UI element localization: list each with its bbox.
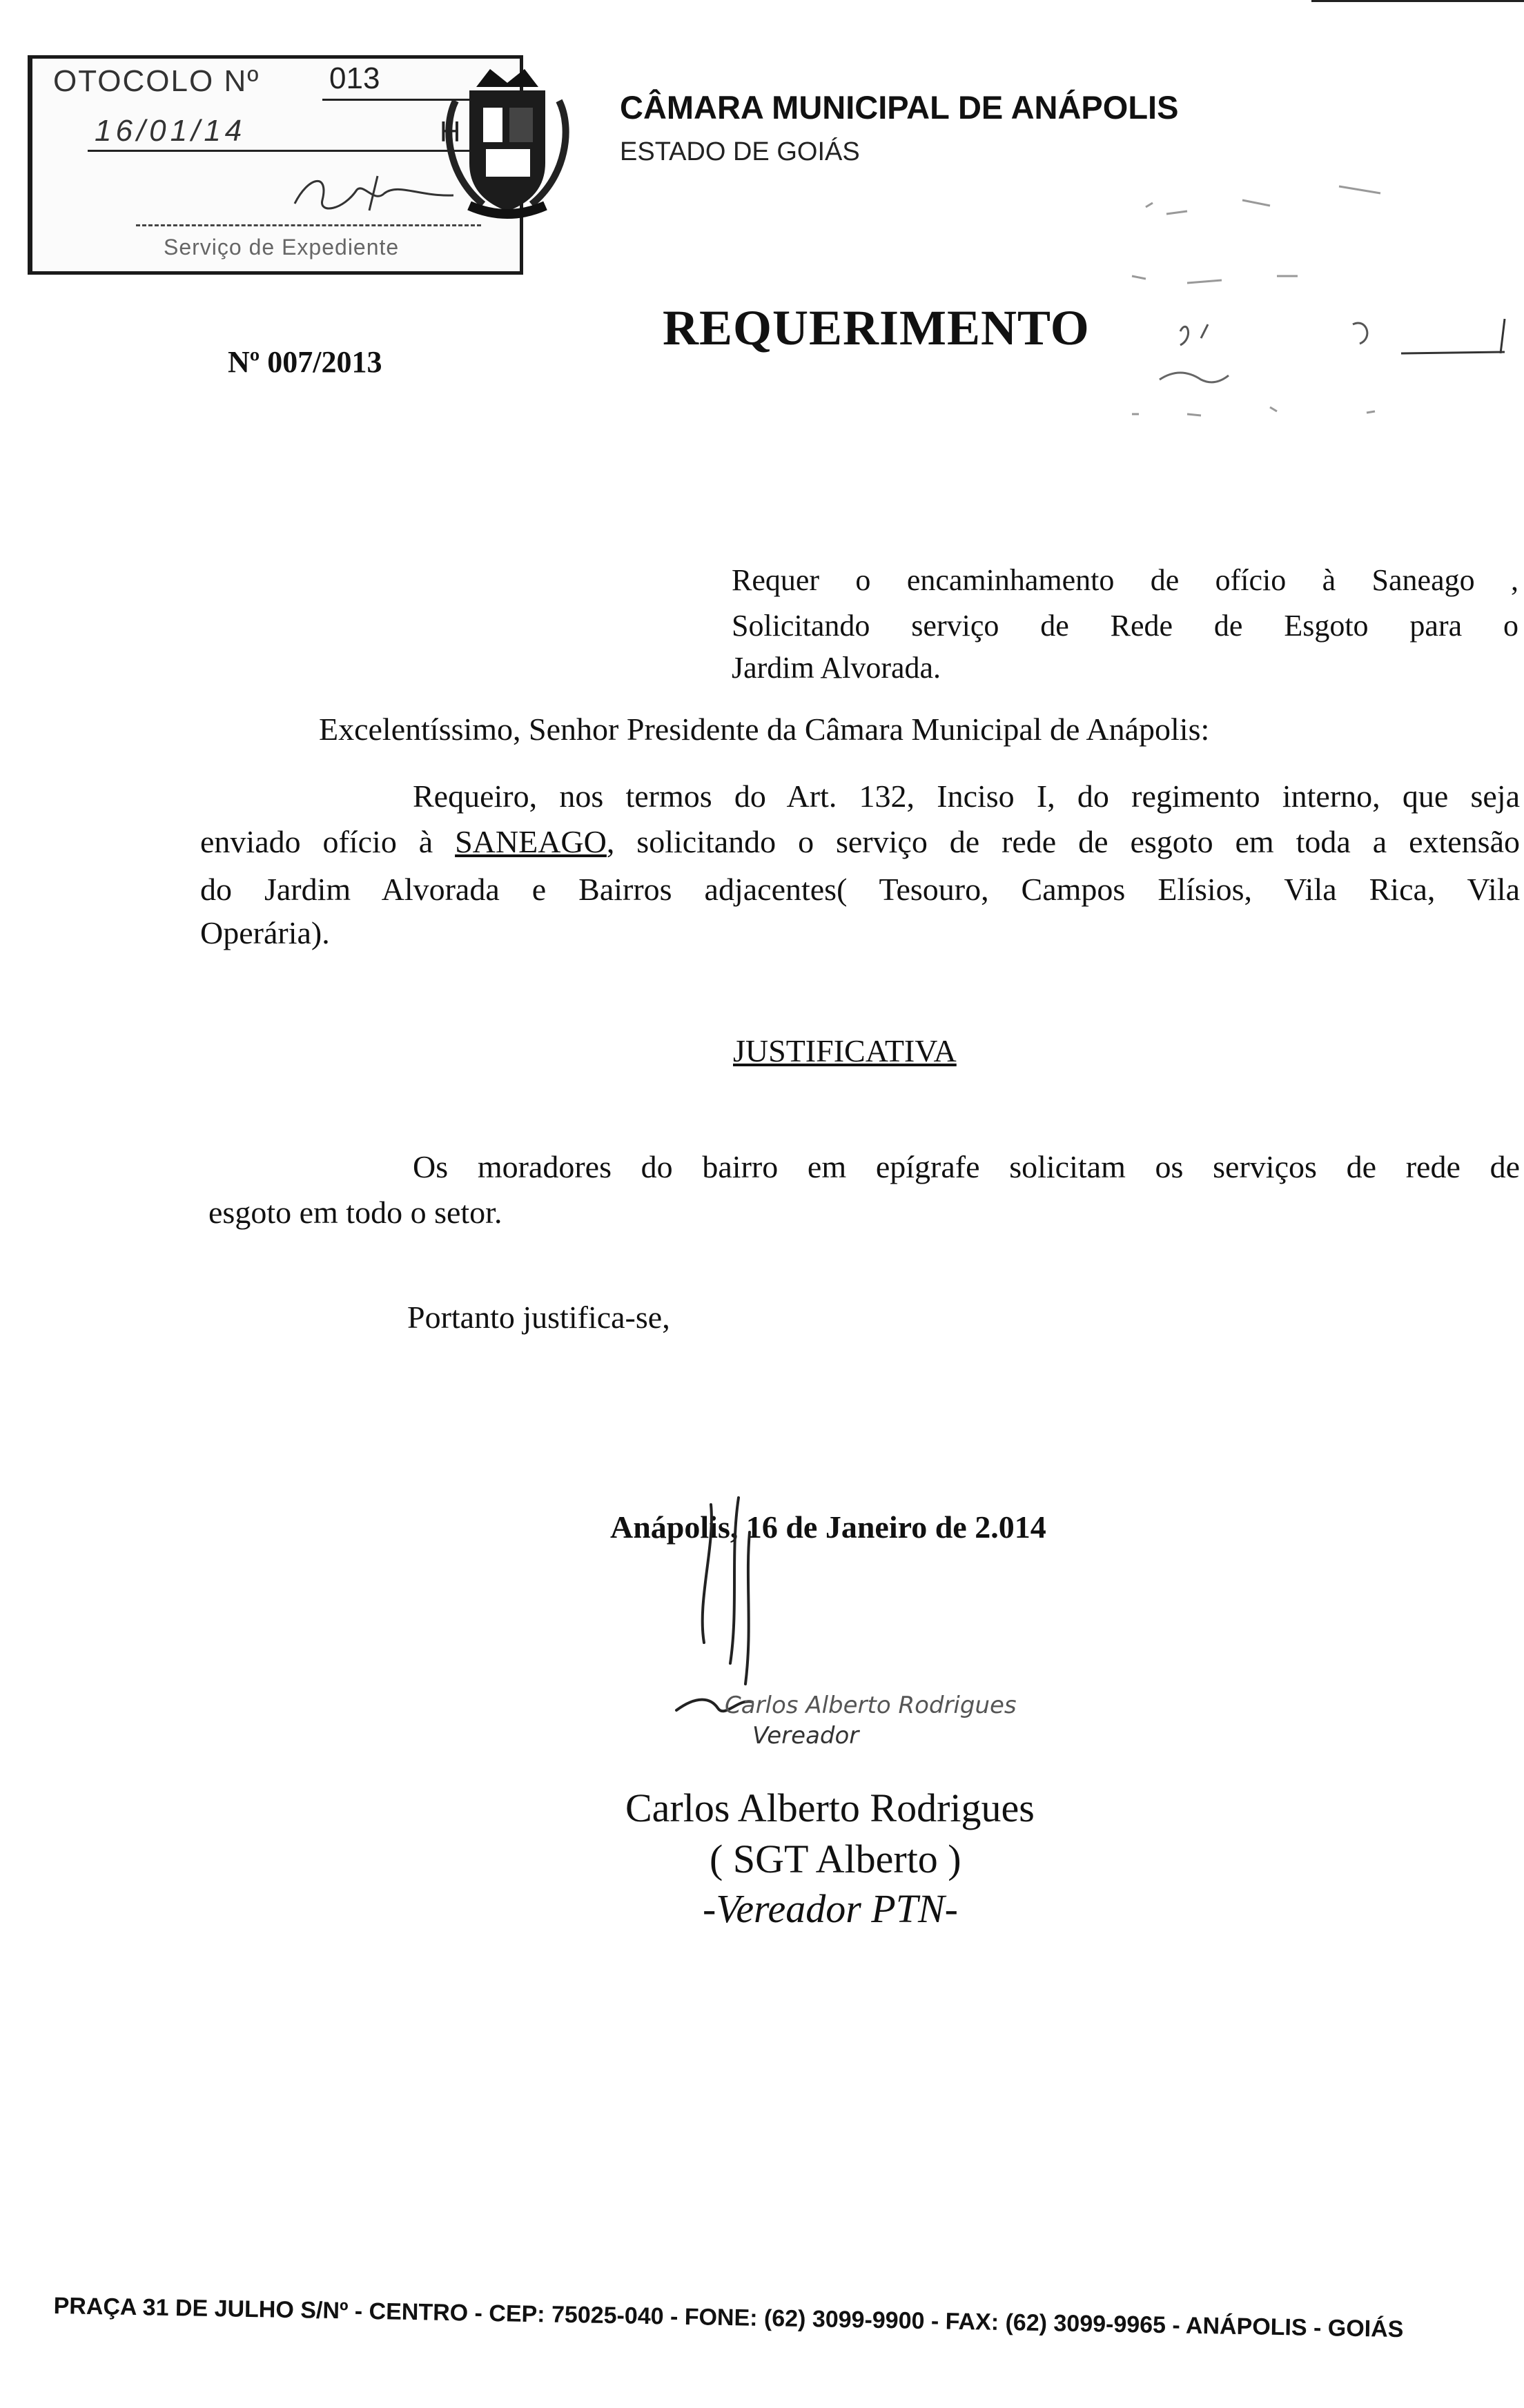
signer-name: Carlos Alberto Rodrigues <box>625 1785 1035 1830</box>
signer-nickname: ( SGT Alberto ) <box>710 1837 961 1881</box>
document-title: REQUERIMENTO <box>663 300 1090 355</box>
coat-of-arms-icon <box>428 59 587 222</box>
protocol-label: OTOCOLO Nº <box>53 64 260 98</box>
top-edge-line <box>1311 0 1524 2</box>
ementa-line: Jardim Alvorada. <box>732 651 941 685</box>
body-line: Operária). <box>200 915 330 950</box>
closing-line: Portanto justifica-se, <box>407 1300 670 1335</box>
justification-line: Os moradores do bairro em epígrafe solicitam os serviços de rede de <box>413 1149 1520 1184</box>
saneago-underlined: SANEAGO <box>455 824 607 859</box>
protocol-date: 16/01/14 <box>95 114 246 148</box>
stamp-rule <box>136 224 481 226</box>
place-date: Anápolis, 16 de Janeiro de 2.014 <box>610 1509 1046 1545</box>
stamp-service-label: Serviço de Expediente <box>164 235 400 260</box>
org-name: CÂMARA MUNICIPAL DE ANÁPOLIS <box>620 89 1179 126</box>
protocol-number: 013 <box>329 61 380 95</box>
signature-stamp-role: Vereador <box>752 1722 859 1750</box>
body-text: , solicitando o serviço de rede de esgoto em toda a extensão <box>606 824 1520 859</box>
ementa-line: Requer o encaminhamento de ofício à Saneago , <box>732 563 1518 597</box>
body-line <box>200 823 1520 860</box>
signature-stamp-name: Carlos Alberto Rodrigues <box>725 1692 1017 1719</box>
body-line: Requeiro, nos termos do Art. 132, Inciso I, do regimento interno, que seja <box>413 779 1520 814</box>
handwritten-signature <box>649 1491 1017 1781</box>
ementa-line: Solicitando serviço de Rede de Esgoto para o <box>732 609 1518 643</box>
signer-role: -Vereador PTN- <box>703 1886 958 1931</box>
salutation: Excelentíssimo, Senhor Presidente da Câmara Municipal de Anápolis: <box>319 712 1210 747</box>
body-line: do Jardim Alvorada e Bairros adjacentes( Tesouro, Campos Elísios, Vila Rica, Vila <box>200 872 1520 907</box>
protocol-hour: H <box>440 115 461 148</box>
stamp-rule <box>88 150 474 152</box>
faint-handwritten-marks <box>1104 173 1518 462</box>
org-state: ESTADO DE GOIÁS <box>620 137 860 166</box>
footer-address: PRAÇA 31 DE JULHO S/Nº - CENTRO - CEP: 75025-040 - FONE: (62) 3099-9900 - FAX: (62) 3099-9965 - ANÁPOLIS - GOIÁS <box>53 2293 1404 2343</box>
body-text: enviado ofício à <box>200 824 456 859</box>
document-number: Nº 007/2013 <box>228 345 382 379</box>
justification-line: esgoto em todo o setor. <box>208 1195 502 1230</box>
justification-heading: JUSTIFICATIVA <box>733 1033 957 1068</box>
